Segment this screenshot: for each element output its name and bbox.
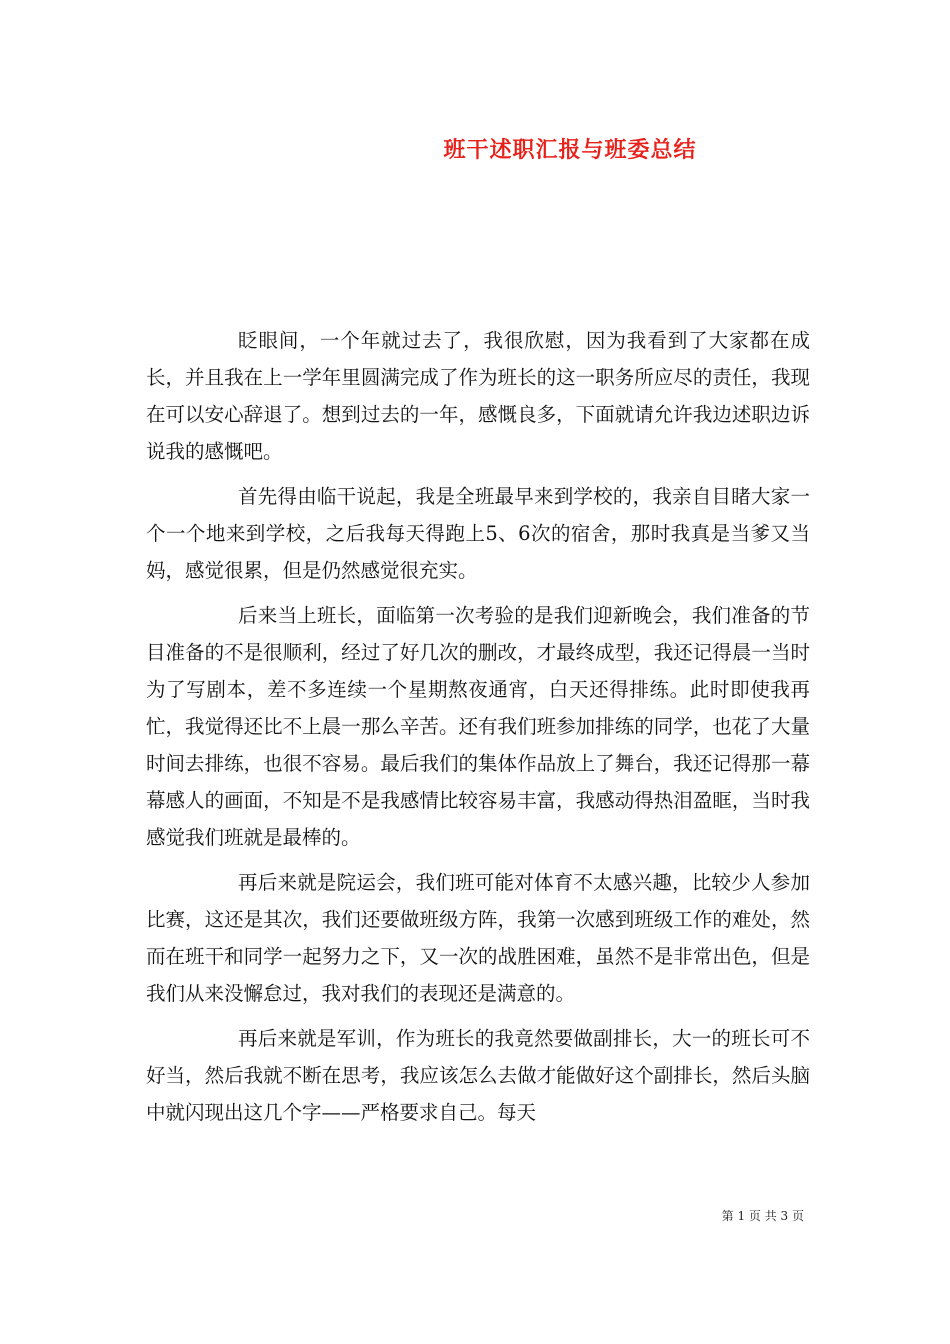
- document-title: 班干述职汇报与班委总结: [443, 137, 697, 163]
- paragraph-3: 后来当上班长，面临第一次考验的是我们迎新晚会，我们准备的节目准备的不是很顺利，经过了好几次的删改，才最终成型，我还记得晨一当时为了写剧本，差不多连续一个星期熬夜通宵，白天还得排练。此时即使我再忙，我觉得还比不上晨一那么辛苦。还有我们班参加排练的同学，也花了大量时间去排练，也很不容易。最后我们的集体作品放上了舞台，我还记得那一幕幕感人的画面，不知是不是我感情比较容易丰富，我感动得热泪盈眶，当时我感觉我们班就是最棒的。: [146, 604, 810, 849]
- document-body: [146, 322, 810, 1139]
- paragraph-2: 首先得由临干说起，我是全班最早来到学校的，我亲自目睹大家一个一个地来到学校，之后我每天得跑上5、6次的宿舍，那时我真是当爹又当妈，感觉很累，但是仍然感觉很充实。: [146, 485, 810, 582]
- paragraph-1: 眨眼间，一个年就过去了，我很欣慰，因为我看到了大家都在成长，并且我在上一学年里圆满完成了作为班长的这一职务所应尽的责任，我现在可以安心辞退了。想到过去的一年，感慨良多，下面就请允许我边述职边诉说我的感慨吧。: [146, 329, 810, 463]
- paragraph-4: 再后来就是院运会，我们班可能对体育不太感兴趣，比较少人参加比赛，这还是其次，我们还要做班级方阵，我第一次感到班级工作的难处，然而在班干和同学一起努力之下，又一次的战胜困难，虽然不是非常出色，但是我们从来没懈怠过，我对我们的表现还是满意的。: [146, 871, 810, 1005]
- paragraph-5: 再后来就是军训，作为班长的我竟然要做副排长，大一的班长可不好当，然后我就不断在思考，我应该怎么去做才能做好这个副排长，然后头脑中就闪现出这几个字——严格要求自己。每天: [146, 1027, 810, 1124]
- page-number: 第 1 页 共 3 页: [721, 1209, 804, 1223]
